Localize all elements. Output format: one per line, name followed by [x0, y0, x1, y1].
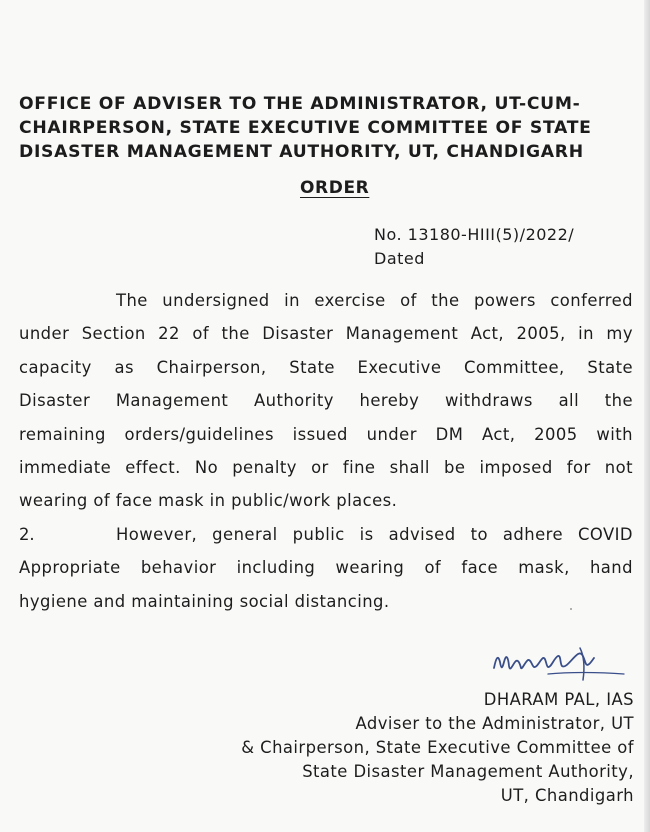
- speck: [570, 608, 572, 610]
- signatory-block: [241, 688, 634, 808]
- para1-line: under Section 22 of the Disaster Management Act, 2005, in my: [19, 324, 633, 343]
- heading-line-1: OFFICE OF ADVISER TO THE ADMINISTRATOR, UT-CUM-: [19, 94, 581, 114]
- para1-line: immediate effect. No penalty or fine shall be imposed for not: [19, 458, 633, 477]
- signatory-title-1: Adviser to the Administrator, UT: [355, 714, 634, 733]
- reference-dated: Dated: [374, 249, 425, 268]
- para2-number: 2.: [19, 525, 35, 544]
- office-heading: [19, 92, 639, 164]
- handwritten-signature: [488, 640, 628, 690]
- heading-line-3: DISASTER MANAGEMENT AUTHORITY, UT, CHANDIGARH: [19, 142, 584, 162]
- para1-line: [116, 290, 633, 312]
- reference-block: [374, 223, 574, 271]
- order-title: ORDER: [300, 178, 370, 198]
- para2-line: Appropriate behavior including wearing of face mask, hand: [19, 558, 633, 577]
- para1-line-text: The undersigned in exercise of the powers conferred: [116, 291, 633, 310]
- page-edge-shadow: [644, 0, 650, 832]
- heading-line-2: CHAIRPERSON, STATE EXECUTIVE COMMITTEE OF STATE: [19, 118, 592, 138]
- para1-line: wearing of face mask in public/work places.: [19, 491, 398, 510]
- para1-line: Disaster Management Authority hereby withdraws all the: [19, 391, 633, 410]
- para1-line: capacity as Chairperson, State Executive Committee, State: [19, 358, 633, 377]
- para2-line: hygiene and maintaining social distancing.: [19, 592, 390, 611]
- signatory-title-4: UT, Chandigarh: [500, 786, 634, 805]
- reference-number: No. 13180-HIII(5)/2022/: [374, 225, 575, 244]
- para1-line: remaining orders/guidelines issued under DM Act, 2005 with: [19, 425, 633, 444]
- signatory-name: DHARAM PAL, IAS: [483, 690, 634, 709]
- para2-line: However, general public is advised to adhere COVID: [116, 525, 633, 544]
- signatory-title-2: & Chairperson, State Executive Committee of: [241, 738, 634, 757]
- signatory-title-3: State Disaster Management Authority,: [302, 762, 634, 781]
